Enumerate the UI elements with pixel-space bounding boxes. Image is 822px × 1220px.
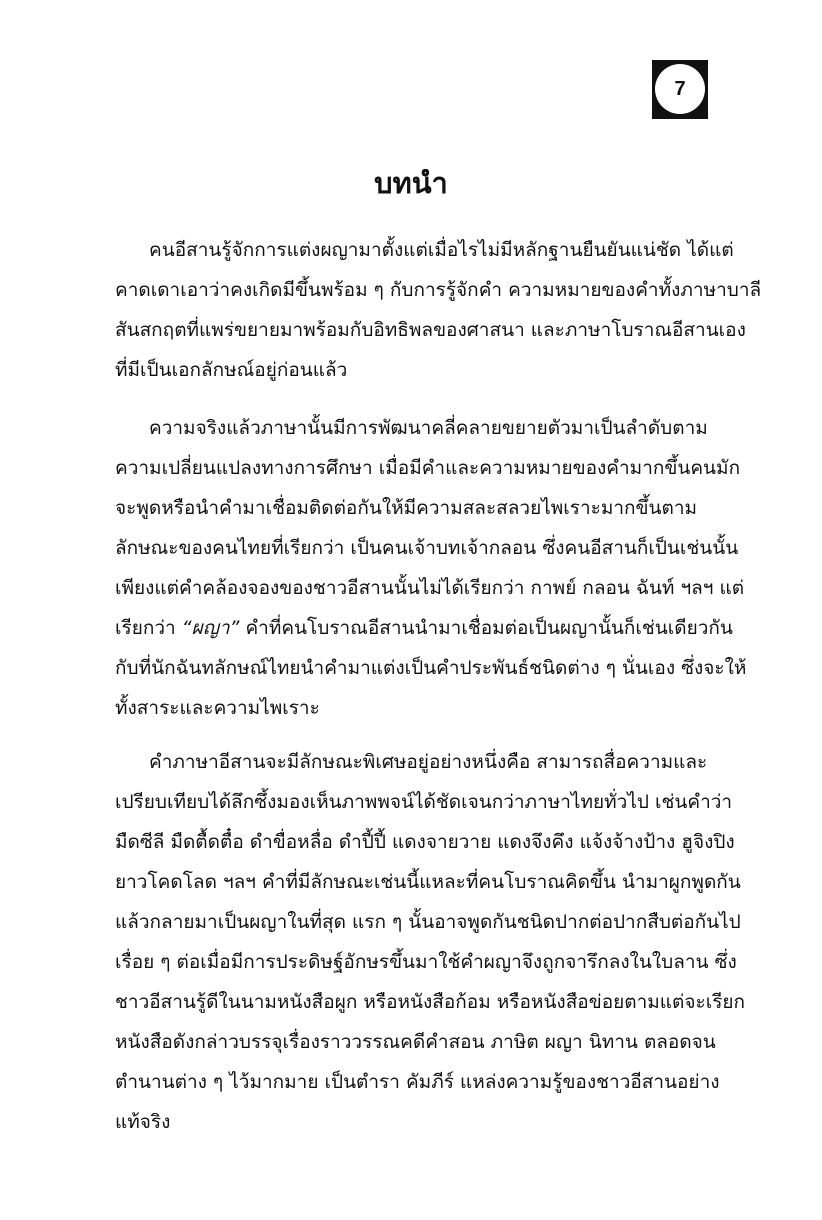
page-number: 7 — [655, 64, 705, 114]
text-line: เพียงแต่คำคล้องจองของชาวอีสานนั้นไม่ได้เรียกว่า กาพย์ กลอน ฉันท์ ฯลฯ แต่ — [115, 577, 745, 599]
chapter-title: บทนำ — [374, 166, 448, 200]
text-line: กับที่นักฉันทลักษณ์ไทยนำคำมาแต่งเป็นคำประพันธ์ชนิดต่าง ๆ นั่นเอง ซึ่งจะให้ — [115, 657, 747, 679]
text-line: แท้จริง — [115, 1111, 171, 1133]
text-line: แล้วกลายมาเป็นผญาในที่สุด แรก ๆ นั้นอาจพูดกันชนิดปากต่อปากสืบต่อกันไป — [115, 911, 741, 933]
page-number-badge — [652, 60, 708, 119]
text-line: คำภาษาอีสานจะมีลักษณะพิเศษอยู่อย่างหนึ่งคือ สามารถสื่อความและ — [149, 751, 708, 773]
text-line: คาดเดาเอาว่าคงเกิดมีขึ้นพร้อม ๆ กับการรู้จักคำ ความหมายของคำทั้งภาษาบาลี — [115, 279, 762, 301]
text-line: หนังสือดังกล่าวบรรจุเรื่องราววรรณคดีคำสอน ภาษิต ผญา นิทาน ตลอดจน — [115, 1031, 716, 1053]
text-line: ตำนานต่าง ๆ ไว้มากมาย เป็นตำรา คัมภีร์ แหล่งความรู้ของชาวอีสานอย่าง — [115, 1071, 720, 1093]
emphasized-term: “ผญา” — [181, 617, 240, 639]
text-line: มืดซีลี มืดตื้ดตื๋อ ดำขื่อหลื่อ ดำปี้ปี้ แดงจายวาย แดงจึงคึง แจ้งจ้างป้าง ฮูจิงปิง — [115, 831, 735, 853]
paragraph-3 — [115, 742, 746, 1142]
text-line: เรื่อย ๆ ต่อเมื่อมีการประดิษฐ์อักษรขึ้นมาใช้คำผญาจึงถูกจารึกลงในใบลาน ซึ่ง — [115, 951, 737, 973]
text-line: เรียกว่า “ผญา” คำที่คนโบราณอีสานนำมาเชื่อมต่อเป็นผญานั้นก็เช่นเดียวกัน — [115, 617, 733, 639]
text-line: ความเปลี่ยนแปลงทางการศึกษา เมื่อมีคำและความหมายของคำมากขึ้นคนมัก — [115, 457, 741, 479]
text-line: ทั้งสาระและความไพเราะ — [115, 697, 320, 719]
text-line: เปรียบเทียบได้ลึกซึ้งมองเห็นภาพพจน์ได้ชัดเจนกว่าภาษาไทยทั่วไป เช่นคำว่า — [115, 791, 733, 813]
text-line: ยาวโคดโลด ฯลฯ คำที่มีลักษณะเช่นนี้แหละที่คนโบราณคิดขึ้น นำมาผูกพูดกัน — [115, 871, 741, 893]
text-line: ชาวอีสานรู้ดีในนามหนังสือผูก หรือหนังสือก้อม หรือหนังสือข่อยตามแต่จะเรียก — [115, 991, 746, 1013]
paragraph-1 — [115, 230, 762, 390]
text-line: สันสกฤตที่แพร่ขยายมาพร้อมกับอิทธิพลของศาสนา และภาษาโบราณอีสานเอง — [115, 319, 746, 341]
text-line: ที่มีเป็นเอกลักษณ์อยู่ก่อนแล้ว — [115, 359, 348, 381]
text-line: จะพูดหรือนำคำมาเชื่อมติดต่อกันให้มีความสละสลวยไพเราะมากขึ้นตาม — [115, 497, 698, 519]
text-line: ลักษณะของคนไทยที่เรียกว่า เป็นคนเจ้าบทเจ้ากลอน ซึ่งคนอีสานก็เป็นเช่นนั้น — [115, 537, 739, 559]
text-line: คนอีสานรู้จักการแต่งผญามาตั้งแต่เมื่อไรไม่มีหลักฐานยืนยันแน่ชัด ได้แต่ — [149, 239, 734, 261]
paragraph-2 — [115, 408, 747, 728]
text-line: ความจริงแล้วภาษานั้นมีการพัฒนาคลี่คลายขยายตัวมาเป็นลำดับตาม — [149, 417, 708, 439]
